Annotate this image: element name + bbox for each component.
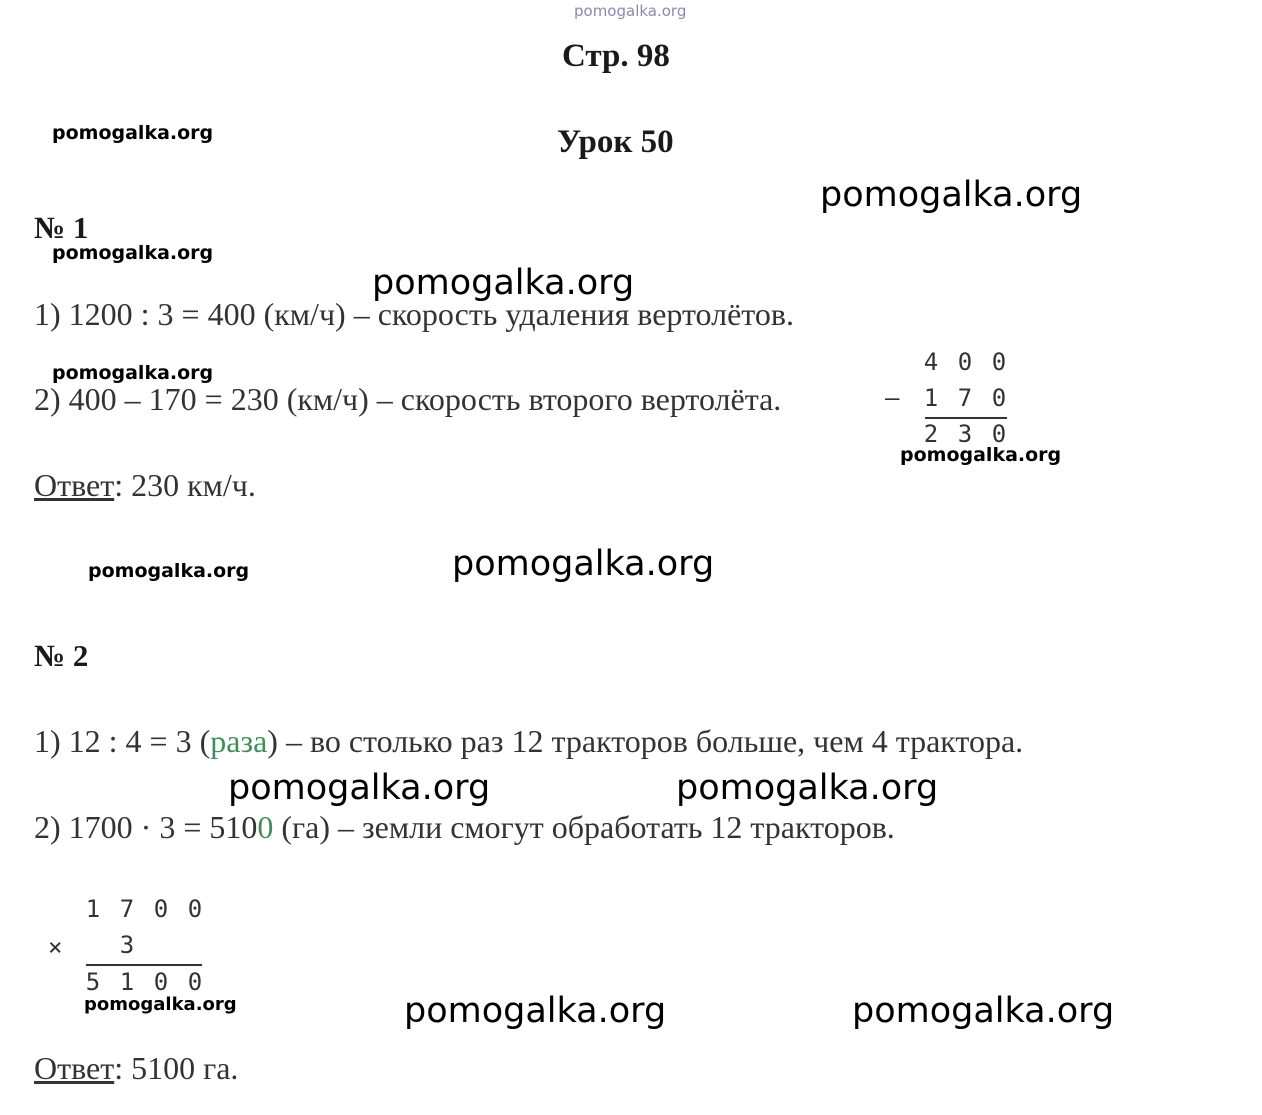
- minus-sign: –: [885, 384, 900, 412]
- digit: 3: [119, 931, 135, 959]
- digit: 1: [119, 968, 135, 996]
- lesson-title: Урок 50: [557, 124, 674, 160]
- watermark: pomogalka.org: [228, 768, 491, 808]
- digit: 1: [923, 384, 939, 412]
- calc-result-row: [76, 968, 212, 996]
- answer-label: Ответ: [34, 1050, 115, 1086]
- calc-top-row: [76, 895, 212, 923]
- calc-divider: [86, 964, 202, 966]
- digit: 5: [85, 968, 101, 996]
- task1-step2: 2) 400 – 170 = 230 (км/ч) – скорость второго вертолёта.: [34, 381, 782, 417]
- digit: 7: [957, 384, 973, 412]
- times-sign: ×: [48, 933, 63, 961]
- digit: 7: [119, 895, 135, 923]
- digit: 0: [153, 895, 169, 923]
- answer-value: : 5100 га.: [114, 1050, 239, 1086]
- text: ) – во столько раз 12 тракторов больше, чем 4 трактора.: [267, 723, 1024, 759]
- watermark: pomogalka.org: [88, 560, 250, 582]
- watermark: pomogalka.org: [52, 122, 214, 144]
- watermark: pomogalka.org: [84, 994, 237, 1015]
- digit: 0: [991, 420, 1007, 448]
- digit: 3: [957, 420, 973, 448]
- watermark: pomogalka.org: [404, 991, 667, 1031]
- task1-step1: 1) 1200 : 3 = 400 (км/ч) – скорость удаления вертолётов.: [34, 296, 794, 332]
- text: 0: [257, 809, 274, 845]
- digit: 2: [923, 420, 939, 448]
- watermark: pomogalka.org: [900, 444, 1062, 466]
- watermark: pomogalka.org: [676, 768, 939, 808]
- digit: 0: [187, 968, 203, 996]
- watermark: pomogalka.org: [372, 263, 635, 303]
- watermark: pomogalka.org: [52, 362, 214, 384]
- task2-step2: [34, 809, 895, 846]
- task1-answer: [34, 467, 256, 504]
- watermark: pomogalka.org: [52, 242, 214, 264]
- task2-answer: [34, 1050, 238, 1087]
- watermark: pomogalka.org: [820, 175, 1083, 215]
- task1-number: № 1: [34, 210, 89, 245]
- calc-top-row: [914, 348, 1016, 376]
- text: (га) – земли смогут обработать 12 тракторов.: [273, 809, 895, 845]
- answer-label: Ответ: [34, 467, 115, 503]
- text: 1) 12 : 4 = 3 (: [34, 723, 211, 759]
- calc-middle-row: [914, 384, 1016, 412]
- text: 2) 1700 · 3 = 510: [34, 809, 258, 845]
- page-title: Стр. 98: [562, 38, 670, 74]
- digit: 0: [187, 895, 203, 923]
- answer-value: : 230 км/ч.: [114, 467, 256, 503]
- digit: 0: [991, 348, 1007, 376]
- calc-result-row: [914, 420, 1016, 448]
- watermark: pomogalka.org: [452, 544, 715, 584]
- digit: 0: [153, 968, 169, 996]
- task2-number: № 2: [34, 638, 89, 673]
- digit: 0: [957, 348, 973, 376]
- watermark: pomogalka.org: [852, 991, 1115, 1031]
- digit: 4: [923, 348, 939, 376]
- text: раза: [210, 723, 268, 759]
- calc-divider: [925, 417, 1007, 419]
- task2-step1: [34, 723, 1023, 760]
- calc-middle-row: [110, 931, 144, 959]
- top-watermark: pomogalka.org: [574, 2, 687, 20]
- digit: 1: [85, 895, 101, 923]
- digit: 0: [991, 384, 1007, 412]
